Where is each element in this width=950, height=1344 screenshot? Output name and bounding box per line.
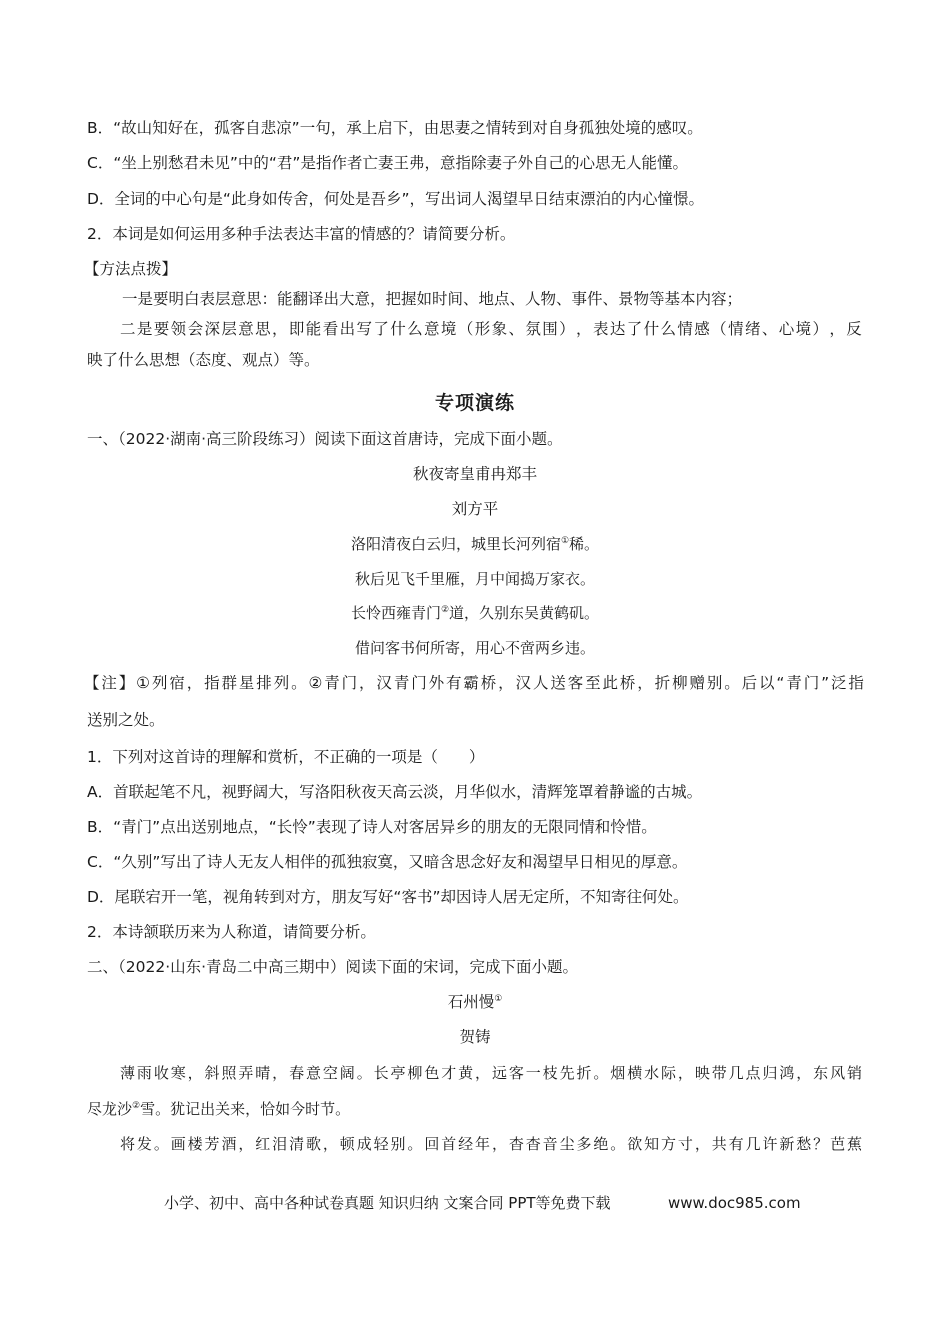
exercise-1-opt-c: C．“久别”写出了诗人无友人相伴的孤独寂寞，又暗含思念好友和渴望早日相见的厚意。: [87, 853, 688, 871]
poem-2-title: 石州慢①: [447, 993, 503, 1011]
method-point-2-line1: 二 是 要 领 会 深 层 意 思 ， 即 能 看 出 写 了 什 么 意 境 （ 形 象 、 氛 围 ） ， 表 达 了 什 么 情 感 （ 情 绪 、 心 境 ） ， 反: [120, 320, 862, 338]
poem-2-para1-line1: 薄 雨 收 寒 ， 斜 照 弄 晴 ， 春 意 空 阔 。 长 亭 柳 色 才 黄 ， 远 客 一 枝 先 折 。 烟 横 水 际 ， 映 带 几 点 归 鸿 ， 东 风 销: [120, 1064, 862, 1082]
poem-2-para2-line1: 将 发 。 画 楼 芳 酒 ， 红 泪 清 歌 ， 顿 成 轻 别 。 回 首 经 年 ， 杳 杳 音 尘 多 绝 。 欲 知 方 寸 ， 共 有 几 许 新 愁 ？ 芭 蕉: [120, 1135, 862, 1153]
poem-2-para1-line2: 尽龙沙②雪。犹记出关来，恰如今时节。: [87, 1100, 351, 1118]
footnote-mark-4: ②: [132, 1101, 141, 1111]
option-b: B．“故山知好在，孤客自悲凉”一句，承上启下，由思妻之情转到对自身孤独处境的感叹。: [87, 119, 703, 137]
poem-1-notes-line2: 送别之处。: [87, 711, 165, 729]
exercise-1-opt-d: D．尾联宕开一笔，视角转到对方，朋友写好“客书”却因诗人居无定所，不知寄往何处。: [87, 888, 689, 906]
option-c: C．“坐上别愁君未见”中的“君”是指作者亡妻王弗，意指除妻子外自己的心思无人能懂。: [87, 154, 688, 172]
exercise-1-intro: 一、（2022·湖南·高三阶段练习）阅读下面这首唐诗，完成下面小题。: [87, 430, 563, 448]
poem-1-line-3: 长怜西雍青门②道，久别东吴黄鹤矶。: [350, 604, 600, 622]
footnote-mark-3: ①: [494, 993, 503, 1004]
method-point-2-line2: 映了什么思想（态度、观点）等。: [87, 351, 320, 369]
exercise-1-opt-b: B．“青门”点出送别地点，“长怜”表现了诗人对客居异乡的朋友的无限同情和怜惜。: [87, 818, 657, 836]
poem-2-author: 贺铸: [459, 1028, 491, 1046]
exercise-2-intro: 二、（2022·山东·青岛二中高三期中）阅读下面的宋词，完成下面小题。: [87, 958, 579, 976]
poem-1-line-1: 洛阳清夜白云归，城里长河列宿①稀。: [350, 535, 600, 553]
footnote-mark-2: ②: [440, 605, 450, 615]
exercise-1-q1: 1．下列对这首诗的理解和赏析，不正确的一项是（ ）: [87, 748, 485, 766]
poem-1-line-2: 秋后见飞千里雁，月中闻捣万家衣。: [354, 570, 595, 588]
poem-1-title: 秋夜寄皇甫冉郑丰: [412, 465, 537, 483]
footer-text: 小学、初中、高中各种试卷真题 知识归纳 文案合同 PPT等免费下载: [164, 1194, 611, 1212]
footer-url[interactable]: www.doc985.com: [668, 1194, 801, 1212]
exercise-1-q2: 2．本诗颔联历来为人称道，请简要分析。: [87, 923, 376, 941]
footnote-mark-1: ①: [560, 536, 570, 546]
poem-1-line-4: 借问客书何所寄，用心不啻两乡违。: [354, 639, 595, 657]
option-d: D．全词的中心句是“此身如传舍，何处是吾乡”，写出词人渴望早日结束漂泊的内心憧憬。: [87, 190, 704, 208]
poem-1-notes-line1: 【 注 】 ① 列 宿 ， 指 群 星 排 列 。 ② 青 门 ， 汉 青 门 外 有 霸 桥 ， 汉 人 送 客 至 此 桥 ， 折 柳 赠 别 。 后 以 “ 青 门 ” 泛 指: [84, 674, 864, 692]
exercise-1-opt-a: A．首联起笔不凡，视野阔大，写洛阳秋夜天高云淡，月华似水，清辉笼罩着静谧的古城。: [87, 783, 703, 801]
method-heading: 【方法点拨】: [84, 260, 178, 278]
section-title: 专项演练: [434, 392, 515, 414]
poem-1-author: 刘方平: [451, 500, 499, 518]
method-point-1: 一是要明白表层意思：能翻译出大意，把握如时间、地点、人物、事件、景物等基本内容；: [122, 290, 743, 308]
question-2: 2．本词是如何运用多种手法表达丰富的情感的？请简要分析。: [87, 225, 516, 243]
